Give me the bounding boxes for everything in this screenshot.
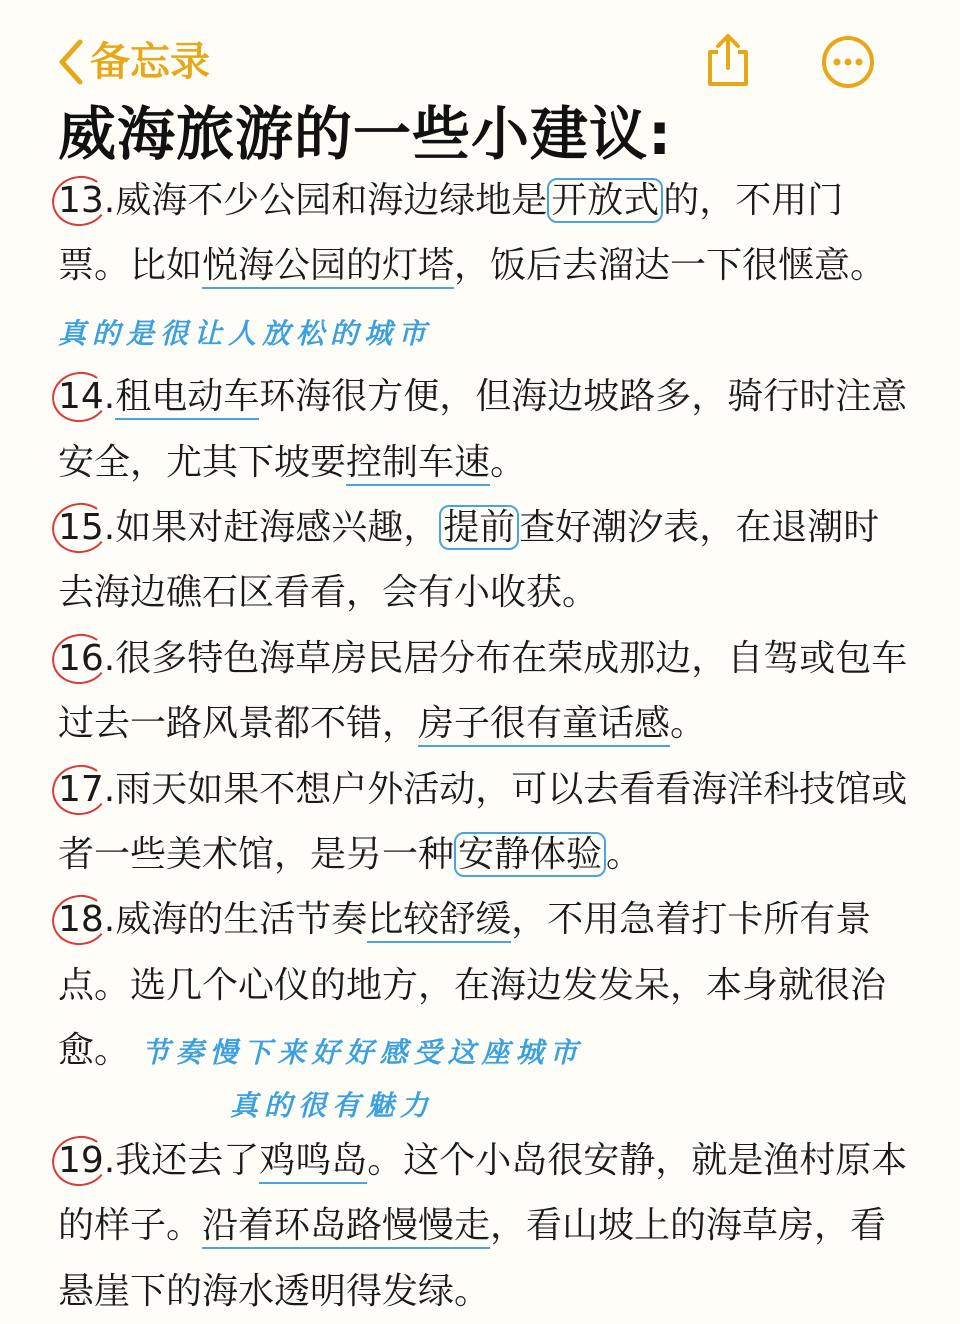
item-text: 查好潮汐表，在退潮时去海边礁石区看看，会有小收获。: [58, 507, 880, 614]
item-number: 15.: [58, 495, 115, 560]
item-text: 。: [670, 703, 707, 745]
item-number: 19.: [58, 1128, 115, 1193]
item-number: 17.: [58, 757, 115, 822]
list-item-15: [58, 495, 914, 626]
item-text: 威海的生活节奏: [115, 899, 368, 941]
highlight-box: 提前: [439, 505, 519, 550]
item-text: 很多特色海草房民居分布在荣成那边，自驾或包车过去一路风景都不错，: [58, 637, 908, 745]
list-item-19: [58, 1128, 914, 1324]
item-number: 16.: [58, 626, 115, 691]
item-text: ，不用急着打卡所有景点。选几个心仪的地方，在海边发发呆，本身就很治愈。: [58, 899, 887, 1072]
list-item-17: [58, 757, 914, 888]
more-icon[interactable]: [820, 34, 876, 90]
handwritten-note: 节奏慢下来好好感受这座城市: [141, 1036, 584, 1070]
handwritten-note: 真的是很让人放松的城市: [58, 316, 433, 350]
list-item-16: [58, 626, 914, 757]
highlight-underline: 租电动车: [115, 376, 259, 420]
highlight-underline: 控制车速: [346, 442, 490, 486]
nav-bar: [0, 0, 960, 100]
item-text: ，看山坡上的海草房，看悬崖下的海水透明得发绿。: [58, 1205, 887, 1312]
highlight-underline: 沿着环岛路慢慢走: [202, 1205, 490, 1249]
highlight-underline: 比较舒缓: [367, 899, 511, 943]
back-button[interactable]: [56, 34, 210, 90]
highlight-underline: 房子很有童话感: [418, 703, 670, 747]
chevron-left-icon: [56, 38, 84, 86]
handwritten-note: 真的很有魅力: [230, 1088, 435, 1122]
item-number: 13.: [58, 168, 115, 233]
item-text: ，饭后去溜达一下很惬意。: [454, 245, 887, 287]
highlight-underline: 鸡鸣岛: [259, 1140, 367, 1184]
highlight-box: 开放式: [547, 178, 663, 223]
note-body: [58, 168, 914, 1324]
share-icon[interactable]: [700, 30, 756, 90]
item-text: 如果对赶海感兴趣，: [115, 507, 440, 549]
highlight-box: 安静体验: [454, 832, 606, 877]
item-text: 的，不用门票。比如: [58, 180, 844, 287]
list-item-13: [58, 168, 914, 364]
back-label: 备忘录: [90, 39, 210, 85]
item-text: 。: [490, 441, 527, 483]
note-title: 威海旅游的一些小建议:: [58, 100, 673, 168]
item-number: 14.: [58, 364, 115, 429]
highlight-underline: 悦海公园的灯塔: [202, 245, 454, 289]
list-item-14: [58, 364, 914, 495]
item-text: 我还去了: [115, 1139, 260, 1181]
item-text: 威海不少公园和海边绿地是: [115, 180, 548, 221]
item-number: 18.: [58, 887, 115, 952]
item-text: 雨天如果不想户外活动，可以去看看海洋科技馆或者一些美术馆，是另一种: [58, 768, 908, 876]
item-text: 。这个小岛很安静，就是渔村原本的样子。: [58, 1139, 908, 1247]
list-item-18: [58, 887, 914, 1127]
item-text: 环海很方便，但海边坡路多，骑行时注意安全，尤其下坡要: [58, 376, 908, 483]
item-text: 。: [606, 834, 643, 876]
